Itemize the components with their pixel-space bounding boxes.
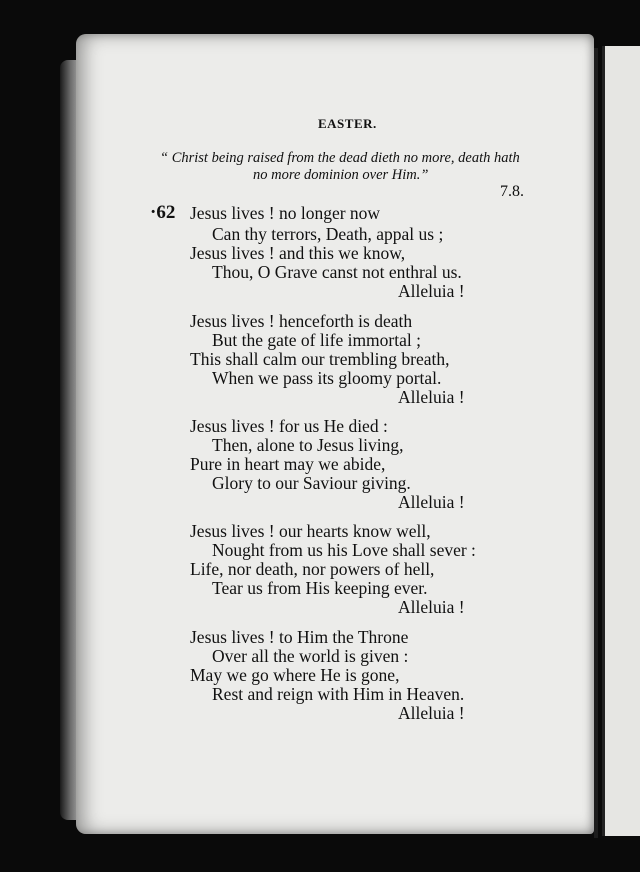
stanza-2-line-2: But the gate of life immortal ;: [212, 330, 421, 350]
stanza-2-refrain: Alleluia !: [398, 387, 465, 407]
stanza-5-line-1: Jesus lives ! to Him the Throne: [190, 627, 409, 647]
stanza-1-line-2: Can thy terrors, Death, appal us ;: [212, 224, 444, 244]
stanza-1-line-4: Thou, O Grave canst not enthral us.: [212, 262, 462, 282]
stanza-5-line-3: May we go where He is gone,: [190, 665, 400, 685]
stanza-2-line-4: When we pass its gloomy portal.: [212, 368, 442, 388]
page-heading: EASTER.: [318, 116, 377, 131]
stanza-4-line-1: Jesus lives ! our hearts know well,: [190, 521, 431, 541]
stanza-1-line-1: Jesus lives ! no longer now: [190, 203, 381, 223]
hymn-number: ·62: [150, 202, 176, 223]
hymn-meter: 7.8.: [500, 183, 524, 200]
stanza-3-refrain: Alleluia !: [398, 492, 465, 512]
epigraph-line-1: “ Christ being raised from the dead dieth no more, death hath: [160, 150, 520, 166]
stanza-3-line-1: Jesus lives ! for us He died :: [190, 416, 388, 436]
stanza-4-refrain: Alleluia !: [398, 597, 465, 617]
stanza-3-line-4: Glory to our Saviour giving.: [212, 473, 411, 493]
stanza-3-line-2: Then, alone to Jesus living,: [212, 435, 404, 455]
stanza-2-line-3: This shall calm our trembling breath,: [190, 349, 450, 369]
epigraph-line-2: no more dominion over Him.”: [253, 167, 429, 183]
stanza-5-refrain: Alleluia !: [398, 703, 465, 723]
stanza-5-line-2: Over all the world is given :: [212, 646, 409, 666]
stanza-1-refrain: Alleluia !: [398, 281, 465, 301]
stanza-2-line-1: Jesus lives ! henceforth is death: [190, 311, 413, 331]
stanza-4-line-2: Nought from us his Love shall sever :: [212, 540, 476, 560]
stanza-4-line-4: Tear us from His keeping ever.: [212, 578, 428, 598]
stanza-3-line-3: Pure in heart may we abide,: [190, 454, 386, 474]
stanza-5-line-4: Rest and reign with Him in Heaven.: [212, 684, 465, 704]
stanza-1-line-3: Jesus lives ! and this we know,: [190, 243, 406, 263]
stanza-4-line-3: Life, nor death, nor powers of hell,: [190, 559, 435, 579]
